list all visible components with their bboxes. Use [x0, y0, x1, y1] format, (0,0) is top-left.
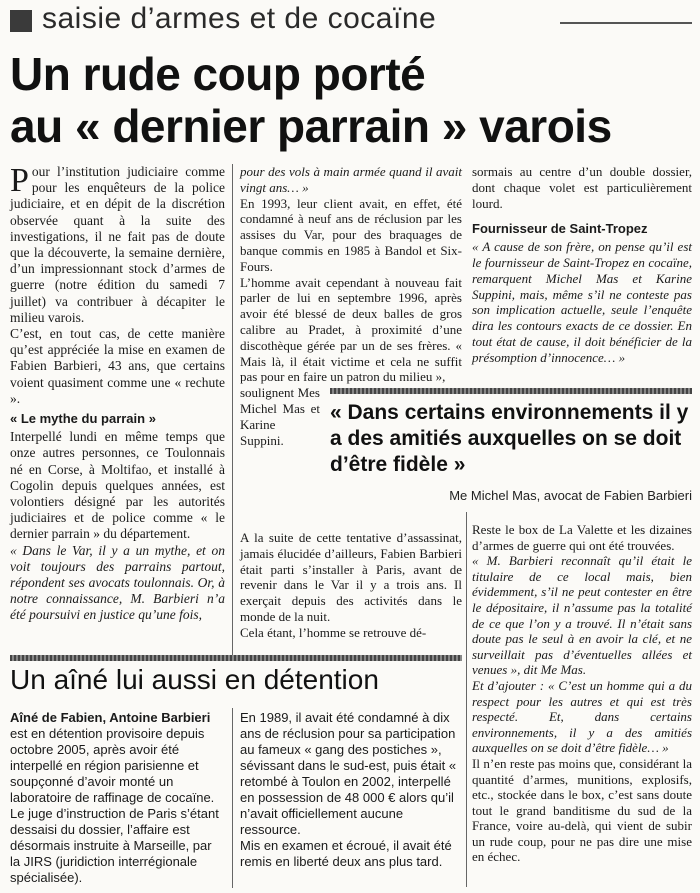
pull-quote: « Dans certains environnements il y a des amitiés auxquelles on se doit d’être fidèle »	[330, 401, 689, 476]
col4-paragraph-2: « M. Barbieri reconnaît qu’il était le titulaire de ce local mais, bien évidemment, s’il ne peut contester en être le dépositaire, il n’assume pas la totalité de ce que l’on y a trouvé. Il n’était sans doute pas le seul à en avoir la clé, et ne surveillait pas d’éventuelles allées et venues », dit Me Mas.	[472, 553, 692, 678]
col1-paragraph-2: C’est, en tout cas, de cette manière qu’est appréciée la mise en examen de Fabien Barbieri, 43 ans, que certains voient quasiment comme une « rechute ».	[10, 326, 225, 406]
col1-paragraph-1: our l’institution judiciaire comme pour les enquêteurs de la police judiciaire, et en dépit de la discrétion observée quant à la suite des investigations, il ne fait pas de doute que la découverte, la semaine dernière, d’un impressionnant stock d’armes de guerre (notre édition du samedi 7 juillet) va contribuer à décapiter le milieu varois.	[10, 164, 225, 325]
col1-paragraph-3: Interpellé lundi en même temps que onze autres personnes, ce Toulonnais né en Corse, à Moltifao, et installé à Cogolin depuis quelques années, est volontiers désigné par les autorités judiciaires et de police comme « le dernier parrain » du département.	[10, 429, 225, 542]
sidebar-left-paragraph-2: Le juge d’instruction de Paris s’étant dessaisi du dossier, l’affaire est désormais instruite à Marseille, par la JIRS (juridiction interrégionale spécialisée).	[10, 806, 219, 885]
subheading-fournisseur: Fournisseur de Saint-Tropez	[472, 221, 648, 237]
sidebar-left-paragraph-1: est en détention provisoire depuis octobre 2005, après avoir été interpellé en région parisienne et soupçonné d’avoir monté un laboratoire de raffinage de cocaïne.	[10, 726, 215, 805]
article-column-3	[472, 164, 692, 366]
kicker-text: saisie d’armes et de cocaïne	[42, 2, 437, 35]
col4-paragraph-1: Reste le box de La Valette et les dizaines d’armes de guerre qui ont été trouvées.	[472, 522, 692, 553]
col3-paragraph-2: « A cause de son frère, on pense qu’il est le fournisseur de Saint-Tropez en cocaïne, remarquent Michel Mas et Karine Suppini, mais, même s’il ne conteste pas son implication actuelle, seule l’enquête dira les contours exacts de ce dossier. En tout état de cause, il doit bénéficier de la présomption d’innocence… »	[472, 239, 692, 365]
col2-paragraph-5: Cela étant, l’homme se retrouve dé-	[240, 624, 427, 640]
column-rule-2	[466, 512, 467, 887]
drop-cap: P	[10, 162, 29, 199]
article-column-4	[472, 522, 692, 865]
col2-paragraph-1: pour des vols à main armée quand il avait vingt ans… »	[240, 164, 462, 195]
col2-paragraph-4: A la suite de cette tentative d’assassinat, jamais élucidée d’ailleurs, Fabien Barbieri était parti s’installer à Paris, avant de revenir dans le Var il y a trois ans. Il exerçait depuis des activités dans le monde de la nuit.	[240, 530, 462, 624]
sidebar-right	[240, 710, 462, 870]
sidebar-left	[10, 710, 225, 886]
col1-paragraph-4: « Dans le Var, il y a un mythe, et on voit toujours des parrains partout, répondent ses avocats toulonnais. Or, à notre connaissance, M. Barbieri n’a été poursuivi en justice qu’une fois,	[10, 542, 225, 623]
quote-attribution: Me Michel Mas, avocat de Fabien Barbieri	[449, 488, 692, 503]
sidebar-band	[10, 655, 462, 661]
col3-paragraph-1: sormais au centre d’un double dossier, dont chaque volet est particulièrement lourd.	[472, 164, 692, 211]
col2-paragraph-2: En 1993, leur client avait, en effet, été condamné à neuf ans de réclusion par les assises du Var, pour des braquages de banque commis en 1985 à Bandol et Six-Fours.	[240, 195, 462, 274]
subheading-mythe: « Le mythe du parrain »	[10, 411, 156, 427]
col4-paragraph-3: Et d’ajouter : « C’est un homme qui a du respect pour les autres et qui est très respecté. Et, dans certains environnements, il y a des amitiés auxquelles on se doit d’être fidèle… »	[472, 677, 692, 756]
article-column-1	[10, 164, 225, 624]
sidebar-title: Un aîné lui aussi en détention	[10, 664, 379, 695]
headline-line-2: au « dernier parrain » varois	[10, 100, 612, 152]
col2-paragraph-3: L’homme avait cependant à nouveau fait parler de lui en septembre 1996, après avoir été blessé de deux balles de gros calibre au Pradet, à proximité d’une discothèque gérée par un de ses frères. « Mais là, il était victime et cela ne suffit pas pour en faire un patron du milieu »,	[240, 274, 462, 385]
col2-paragraph-3b: soulignent Mes Michel Mas et Karine Suppini.	[240, 385, 320, 448]
kicker-square	[10, 10, 32, 32]
column-rule-1	[232, 164, 233, 656]
col4-paragraph-4: Il n’en reste pas moins que, considérant la quantité d’armes, munitions, explosifs, etc., stockée dans le box, c’est sans doute tout le grand banditisme du sud de la France, voire au-delà, qui vient de subir un rude coup, pour ne pas dire une mise en échec.	[472, 755, 692, 865]
sidebar-right-paragraph-1: En 1989, il avait été condamné à dix ans de réclusion pour sa participation au fameux « gang des postiches », sévissant dans le sud-est, puis était « retombé à Toulon en 2002, interpellé en possession de 48 000 € alors qu’il n’avait officiellement aucune ressource.	[240, 710, 457, 837]
sidebar-lead: Aîné de Fabien, Antoine Barbieri	[10, 710, 211, 725]
headline-line-1: Un rude coup porté	[10, 48, 426, 100]
headline	[10, 48, 695, 152]
sidebar-right-paragraph-2: Mis en examen et écroué, il avait été remis en liberté deux ans plus tard.	[240, 838, 452, 869]
sidebar-rule	[232, 708, 233, 888]
article-column-2-bottom	[240, 530, 462, 641]
quote-band	[330, 388, 692, 394]
kicker-rule	[560, 22, 692, 24]
